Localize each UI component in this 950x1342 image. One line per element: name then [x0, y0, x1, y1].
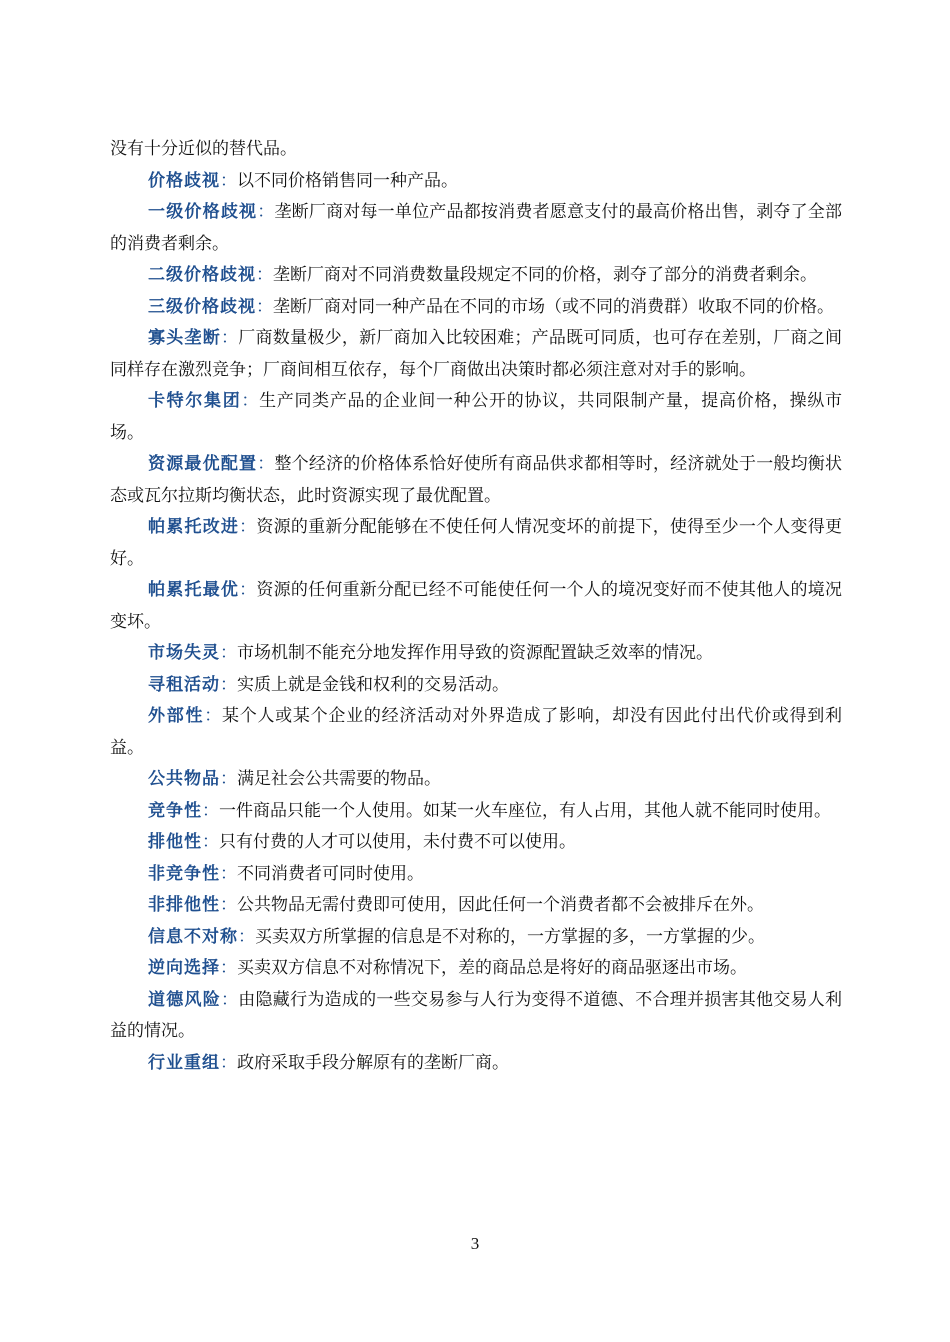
glossary-definition: 垄断厂商对每一单位产品都按消费者愿意支付的最高价格出售，剥夺了全部的消费者剩余。 — [110, 202, 843, 254]
term-colon: ： — [256, 265, 273, 285]
glossary-term: 卡特尔集团 — [148, 391, 242, 411]
glossary-definition: 某个人或某个企业的经济活动对外界造成了影响，却没有因此付出代价或得到利益。 — [110, 706, 843, 758]
glossary-entry — [110, 292, 842, 324]
glossary-term: 寡头垄断 — [148, 328, 222, 348]
glossary-term: 外部性 — [148, 706, 205, 726]
glossary-definition: 不同消费者可同时使用。 — [237, 863, 424, 884]
term-colon: ： — [239, 580, 257, 600]
glossary-term: 排他性 — [148, 832, 202, 852]
term-colon: ： — [220, 674, 237, 695]
glossary-term: 竞争性 — [148, 800, 202, 821]
glossary-entry — [110, 1048, 842, 1080]
glossary-entry — [110, 859, 842, 891]
glossary-term: 公共物品 — [148, 769, 220, 789]
term-colon: ： — [202, 832, 219, 852]
term-colon: ： — [238, 926, 255, 947]
page-number: 3 — [470, 1234, 480, 1253]
glossary-entry — [110, 260, 842, 292]
glossary-entry — [110, 985, 842, 1048]
glossary-term: 非竞争性 — [148, 863, 220, 884]
glossary-entry — [110, 575, 842, 638]
term-colon: ： — [220, 769, 237, 789]
term-colon: ： — [256, 296, 273, 317]
glossary-definition: 只有付费的人才可以使用，未付费不可以使用。 — [219, 832, 576, 852]
glossary-entry — [110, 890, 842, 922]
term-colon: ： — [220, 643, 237, 663]
glossary-term: 帕累托改进 — [148, 517, 240, 537]
term-colon: ： — [239, 517, 257, 537]
glossary-entry — [110, 449, 842, 512]
glossary-definition: 资源的重新分配能够在不使任何人情况变坏的前提下，使得至少一个人变得更好。 — [110, 517, 843, 569]
term-colon: ： — [220, 1052, 237, 1073]
glossary-term: 帕累托最优 — [148, 580, 240, 600]
term-colon: ： — [241, 391, 260, 411]
glossary-term: 市场失灵 — [148, 643, 220, 663]
glossary-term: 信息不对称 — [148, 926, 238, 947]
term-colon: ： — [220, 863, 237, 884]
glossary-definition: 政府采取手段分解原有的垄断厂商。 — [237, 1052, 509, 1073]
glossary-definition: 由隐藏行为造成的一些交易参与人行为变得不道德、不合理并损害其他交易人利益的情况。 — [110, 989, 843, 1041]
glossary-entry — [110, 166, 842, 198]
glossary-entry — [110, 670, 842, 702]
glossary-list — [110, 166, 842, 1080]
glossary-definition: 厂商数量极少，新厂商加入比较困难；产品既可同质，也可存在差别，厂商之间同样存在激烈竞争；厂商间相互依存，每个厂商做出决策时都必须注意对对手的影响。 — [110, 328, 843, 380]
glossary-entry — [110, 764, 842, 796]
glossary-definition: 垄断厂商对同一种产品在不同的市场（或不同的消费群）收取不同的价格。 — [273, 296, 834, 317]
term-colon: ： — [220, 895, 237, 915]
glossary-term: 二级价格歧视 — [148, 265, 256, 285]
term-colon: ： — [202, 800, 219, 821]
glossary-entry — [110, 922, 842, 954]
glossary-definition: 实质上就是金钱和权利的交易活动。 — [237, 674, 509, 695]
glossary-definition: 资源的任何重新分配已经不可能使任何一个人的境况变好而不使其他人的境况变坏。 — [110, 580, 843, 632]
term-colon: ： — [221, 328, 239, 348]
glossary-term: 非排他性 — [148, 895, 220, 915]
glossary-entry — [110, 827, 842, 859]
term-colon: ： — [204, 706, 222, 726]
glossary-entry — [110, 796, 842, 828]
glossary-term: 道德风险 — [148, 989, 222, 1010]
glossary-definition: 生产同类产品的企业间一种公开的协议，共同限制产量，提高价格，操纵市场。 — [110, 391, 843, 443]
glossary-term: 行业重组 — [148, 1052, 220, 1073]
glossary-definition: 一件商品只能一个人使用。如某一火车座位，有人占用，其他人就不能同时使用。 — [219, 800, 831, 821]
term-colon: ： — [221, 989, 239, 1010]
glossary-entry — [110, 701, 842, 764]
glossary-entry — [110, 953, 842, 985]
glossary-term: 三级价格歧视 — [148, 296, 256, 317]
glossary-definition: 买卖双方信息不对称情况下，差的商品总是将好的商品驱逐出市场。 — [237, 958, 747, 978]
glossary-entry — [110, 197, 842, 260]
glossary-term: 逆向选择 — [148, 958, 220, 978]
glossary-definition: 满足社会公共需要的物品。 — [237, 769, 441, 789]
glossary-definition: 垄断厂商对不同消费数量段规定不同的价格，剥夺了部分的消费者剩余。 — [273, 265, 817, 285]
term-colon: ： — [257, 202, 275, 222]
glossary-term: 资源最优配置 — [148, 454, 258, 474]
term-colon: ： — [220, 958, 237, 978]
glossary-term: 寻租活动 — [148, 674, 220, 695]
glossary-definition: 公共物品无需付费即可使用，因此任何一个消费者都不会被排斥在外。 — [237, 895, 764, 915]
glossary-definition: 以不同价格销售同一种产品。 — [237, 170, 458, 191]
glossary-entry — [110, 512, 842, 575]
glossary-term: 一级价格歧视 — [148, 202, 258, 222]
glossary-definition: 整个经济的价格体系恰好使所有商品供求都相等时，经济就处于一般均衡状态或瓦尔拉斯均衡状态，此时资源实现了最优配置。 — [110, 454, 843, 506]
glossary-entry — [110, 386, 842, 449]
glossary-definition: 市场机制不能充分地发挥作用导致的资源配置缺乏效率的情况。 — [237, 643, 713, 663]
continuation-text: 没有十分近似的替代品。 — [110, 139, 297, 159]
glossary-entry — [110, 638, 842, 670]
term-colon: ： — [257, 454, 275, 474]
glossary-term: 价格歧视 — [148, 170, 220, 191]
document-body — [110, 134, 842, 1079]
glossary-definition: 买卖双方所掌握的信息是不对称的，一方掌握的多，一方掌握的少。 — [255, 926, 765, 947]
glossary-entry — [110, 323, 842, 386]
term-colon: ： — [220, 170, 237, 191]
